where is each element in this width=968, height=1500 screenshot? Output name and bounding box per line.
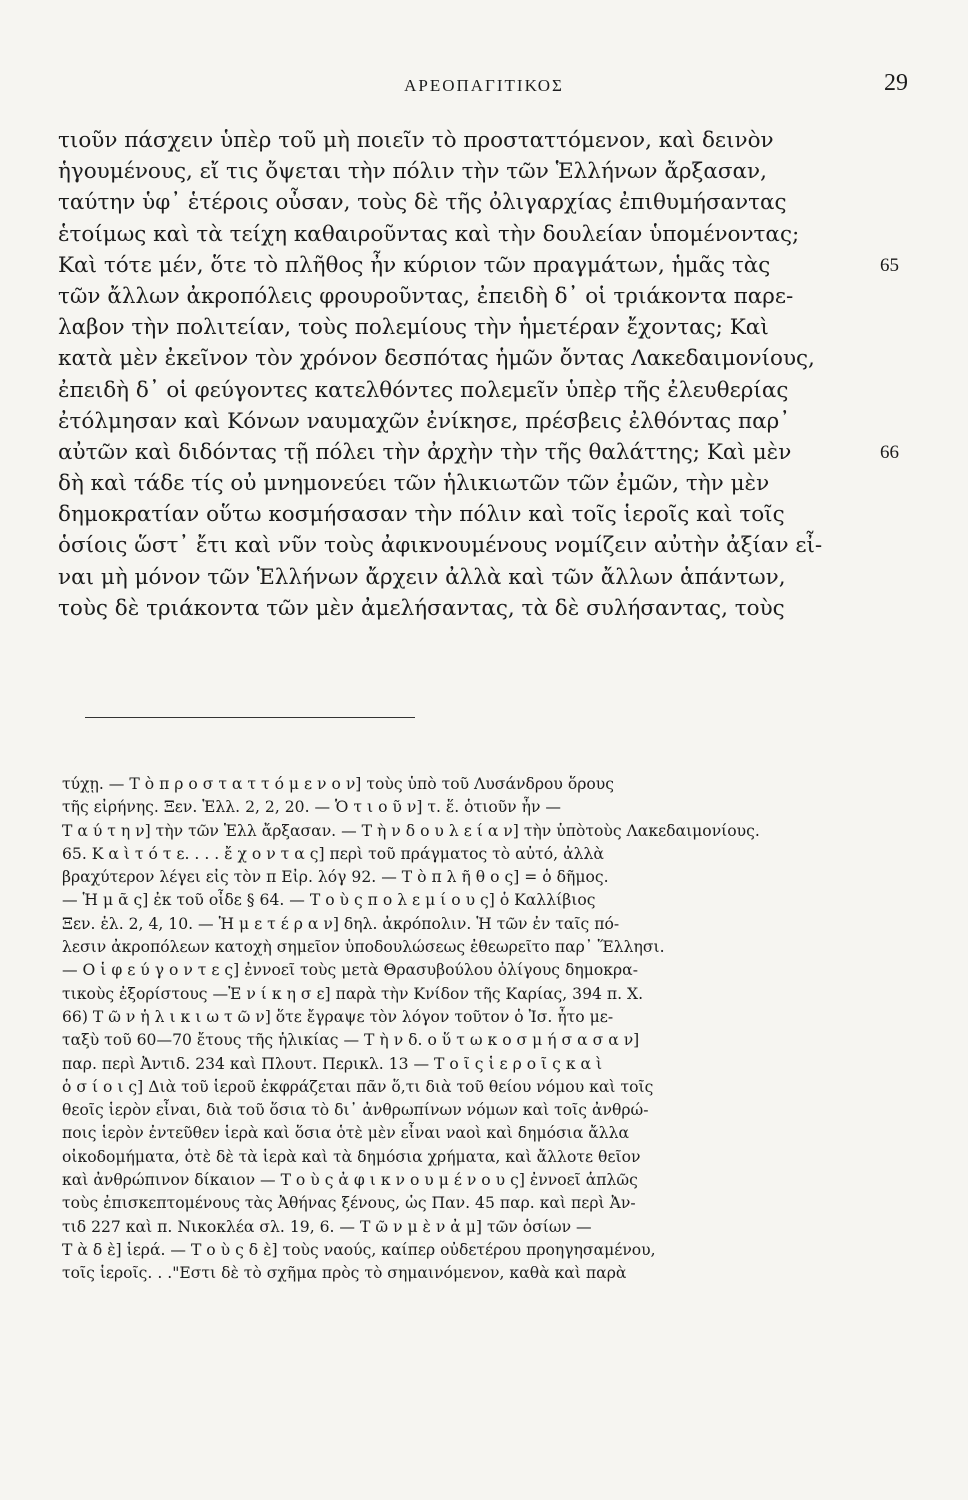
text-line	[58, 125, 878, 156]
text-line	[58, 562, 878, 593]
note-line: τῆς εἰρήνης. Ξεν. Ἑλλ. 2, 2, 20. — Ὁ τ ι ο ῦ ν] τ. ἕ. ὁτιοῦν ἦν —	[62, 798, 561, 817]
note-line: θεοῖς ἱερὸν εἶναι, διὰ τοῦ ὅσια τὸ δι᾽ ἀνθρωπίνων νόμων καὶ τοῖς ἀνθρώ-	[62, 1101, 649, 1120]
note-line: τύχῃ. — Τ ὸ π ρ ο σ τ α τ τ ό μ ε ν ο ν] τοὺς ὑπὸ τοῦ Λυσάνδρου ὅρους	[62, 775, 614, 793]
note-line: Τ ὰ δ ὲ] ἱερά. — Τ ο ὺ ς δ ὲ] τοὺς ναούς, καίπερ οὐδετέρου προηγησαμένου,	[62, 1240, 656, 1259]
text-line-content: ναι μὴ μόνον τῶν Ἑλλήνων ἄρχειν ἀλλὰ καὶ τῶν ἄλλων ἁπάντων,	[58, 564, 786, 590]
commentary-notes	[62, 773, 877, 1286]
text-line-content: ταύτην ὑφ᾽ ἑτέροις οὖσαν, τοὺς δὲ τῆς ὀλιγαρχίας ἐπιθυμήσαντας	[58, 190, 787, 216]
text-line-content: ἑτοίμως καὶ τὰ τείχη καθαιροῦντας καὶ τὴν δουλείαν ὑπομένοντας;	[58, 221, 800, 247]
text-line	[58, 530, 878, 561]
text-line	[58, 499, 878, 530]
text-line-content: ἡγουμένους, εἴ τις ὄψεται τὴν πόλιν τὴν τῶν Ἑλλήνων ἄρξασαν,	[58, 159, 767, 185]
note-line: 65. Κ α ὶ τ ό τ ε. . . . ἔ χ ο ν τ α ς] περὶ τοῦ πράγματος τὸ αὐτό, ἀλλὰ	[62, 844, 604, 863]
note-line: ποις ἱερὸν ἐντεῦθεν ἱερὰ καὶ ὅσια ὁτὲ μὲν εἶναι ναοὶ καὶ δημόσια ἄλλα	[62, 1124, 630, 1143]
note-line: — Ο ἱ φ ε ύ γ ο ν τ ε ς] ἐννοεῖ τοὺς μετὰ Θρασυβούλου ὀλίγους δημοκρα-	[62, 961, 638, 980]
text-line-content: ὁσίοις ὥστ᾽ ἔτι καὶ νῦν τοὺς ἀφικνουμένους νομίζειν αὐτὴν ἀξίαν εἶ-	[58, 533, 823, 559]
note-line: — Ἡ μ ᾶ ς] ἐκ τοῦ οἶδε § 64. — Τ ο ὺ ς π ο λ ε μ ί ο υ ς] ὁ Καλλίβιος	[62, 891, 596, 910]
text-line-content: τιοῦν πάσχειν ὑπὲρ τοῦ μὴ ποιεῖν τὸ προσταττόμενον, καὶ δεινὸν	[58, 128, 774, 153]
text-line	[58, 250, 899, 281]
text-line	[58, 187, 878, 218]
page-header	[60, 70, 908, 100]
text-line	[58, 406, 878, 437]
note-line: λεσιν ἀκροπόλεων κατοχὴ σημεῖον ὑποδουλώσεως ἐθεωρεῖτο παρ᾽ Ἕλλησι.	[62, 938, 665, 957]
note-line: βραχύτερον λέγει εἰς τὸν π Εἰρ. λόγ 92. — Τ ὸ π λ ῆ θ ο ς] = ὁ δῆμος.	[62, 868, 609, 887]
text-line-content: αὐτῶν καὶ διδόντας τῇ πόλει τὴν ἀρχὴν τὴν τῆς θαλάττης; Καὶ μὲν	[58, 439, 792, 465]
text-line-content: δὴ καὶ τάδε τίς οὐ μνημονεύει τῶν ἡλικιωτῶν τῶν ἐμῶν, τὴν μὲν	[58, 471, 770, 497]
text-line	[58, 281, 878, 312]
text-line-content: κατὰ μὲν ἐκεῖνον τὸν χρόνον δεσπότας ἡμῶν ὄντας Λακεδαιμονίους,	[58, 346, 815, 372]
note-line: τιδ 227 καὶ π. Νικοκλέα σλ. 19, 6. — Τ ῶ ν μ ὲ ν ἀ μ] τῶν ὁσίων —	[62, 1217, 592, 1236]
text-line	[58, 156, 878, 187]
page-number: 29	[884, 70, 908, 96]
text-line-content: λαβον τὴν πολιτείαν, τοὺς πολεμίους τὴν ἡμετέραν ἔχοντας; Καὶ	[58, 315, 769, 341]
note-line: καὶ ἀνθρώπινον δίκαιον — Τ ο ὺ ς ἀ φ ι κ ν ο υ μ έ ν ο υ ς] ἐννοεῖ ἁπλῶς	[62, 1171, 638, 1190]
section-number: 66	[880, 441, 899, 463]
footnote-divider	[85, 717, 415, 718]
running-title: ΑΡΕΟΠΑΓΙΤΙΚΟΣ	[404, 76, 564, 95]
text-line	[58, 593, 878, 624]
text-line	[58, 343, 878, 374]
note-line: Τ α ύ τ η ν] τὴν τῶν Ἑλλ ἄρξασαν. — Τ ὴ ν δ ο υ λ ε ί α ν] τὴν ὑπὸ	[62, 821, 586, 840]
note-line: οἰκοδομήματα, ὁτὲ δὲ τὰ ἱερὰ καὶ τὰ δημόσια χρήματα, καὶ ἄλλοτε θεῖον	[62, 1147, 641, 1166]
note-line: παρ. περὶ Ἀντιδ. 234 καὶ Πλουτ. Περικλ. 13 — Τ ο ῖ ς ἱ ε ρ ο ῖ ς κ α ὶ	[62, 1054, 603, 1073]
text-line-content: τοὺς δὲ τριάκοντα τῶν μὲν ἀμελήσαντας, τὰ δὲ συλήσαντας, τοὺς	[58, 595, 785, 621]
text-line-content: δημοκρατίαν οὕτω κοσμήσασαν τὴν πόλιν καὶ τοῖς ἱεροῖς καὶ τοῖς	[58, 502, 785, 528]
text-line	[58, 437, 899, 468]
section-number: 65	[880, 254, 899, 276]
text-line	[58, 312, 878, 343]
note-line: τοὺς ἐπισκεπτομένους τὰς Ἀθήνας ξένους, ὡς Παν. 45 παρ. καὶ περὶ Ἀν-	[62, 1194, 636, 1213]
main-text-block	[58, 125, 899, 624]
note-line: ταξὺ τοῦ 60—70 ἔτους τῆς ἡλικίας — Τ ὴ ν δ. ο ὕ τ ω κ ο σ μ ή σ α σ α ν]	[62, 1031, 640, 1050]
text-line	[58, 219, 878, 250]
text-line	[58, 468, 878, 499]
note-line: ὁ σ ί ο ι ς] Διὰ τοῦ ἱεροῦ ἐκφράζεται πᾶν ὅ,τι διὰ τοῦ θείου νόμου καὶ τοῖς	[62, 1077, 654, 1096]
note-line: τοὺς Λακεδαιμονίους.	[585, 821, 760, 840]
text-line-content: Καὶ τότε μέν, ὅτε τὸ πλῆθος ἦν κύριον τῶν πραγμάτων, ἡμᾶς τὰς	[58, 252, 771, 278]
note-line: Ξεν. ἑλ. 2, 4, 10. — Ἡ μ ε τ έ ρ α ν] δηλ. ἀκρόπολιν. Ἡ τῶν ἐν ταῖς πό-	[62, 914, 620, 933]
note-line: τικοὺς ἐξορίστους —Ἐ ν ί κ η σ ε] παρὰ τὴν Κνίδον τῆς Καρίας, 394 π. Χ.	[62, 984, 644, 1003]
note-line: 66) Τ ῶ ν ἡ λ ι κ ι ω τ ῶ ν] ὅτε ἔγραψε τὸν λόγον τοῦτον ὁ Ἰσ. ἦτο με-	[62, 1007, 614, 1026]
text-line-content: τῶν ἄλλων ἀκροπόλεις φρουροῦντας, ἐπειδὴ δ᾽ οἱ τριάκοντα παρε-	[58, 283, 794, 309]
note-line: τοῖς ἱεροῖς. . ."Εστι δὲ τὸ σχῆμα πρὸς τὸ σημαινόμενον, καθὰ καὶ παρὰ	[62, 1264, 627, 1283]
text-line-content: ἐπειδὴ δ᾽ οἱ φεύγοντες κατελθόντες πολεμεῖν ὑπὲρ τῆς ἐλευθερίας	[58, 377, 789, 403]
text-line	[58, 375, 878, 406]
text-line-content: ἐτόλμησαν καὶ Κόνων ναυμαχῶν ἐνίκησε, πρέσβεις ἐλθόντας παρ᾽	[58, 408, 791, 434]
